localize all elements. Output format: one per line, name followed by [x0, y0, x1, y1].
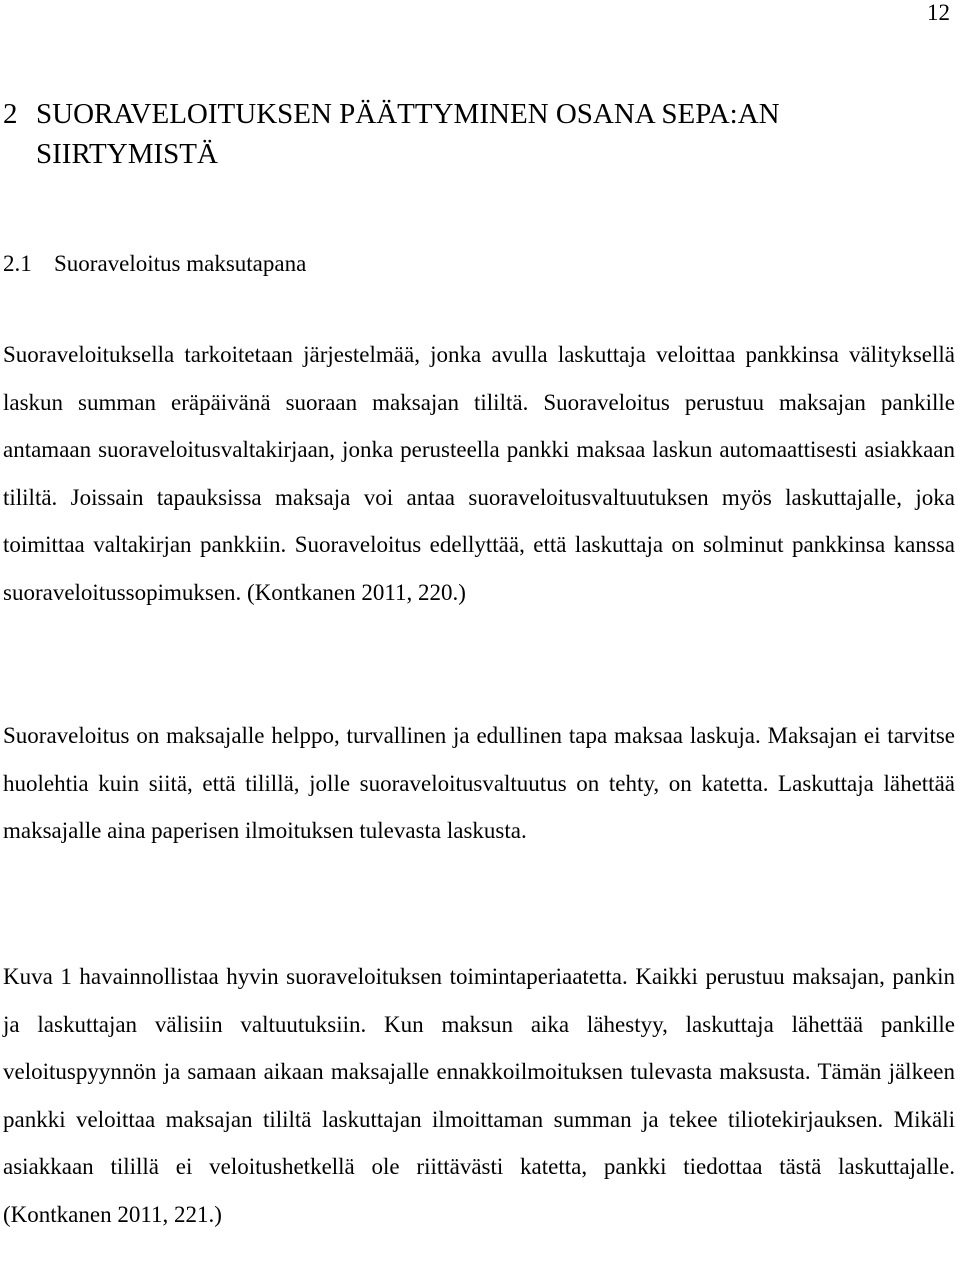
body-paragraph-1: Suoraveloituksella tarkoitetaan järjestelmää, jonka avulla laskuttaja veloittaa pankkinsa välityksellä laskun summan eräpäivänä suoraan maksajan tililtä. Suoraveloitus perustuu maksajan pankille antamaan suoraveloitusvaltakirjaan, jonka perusteella pankki maksaa laskun automaattisesti asiakkaan tililtä. Joissain tapauksissa maksaja voi antaa suoraveloitusvaltuutuksen myös laskuttajalle, joka toimittaa valtakirjan pankkiin. Suoraveloitus edellyttää, että laskuttaja on solminut pankkinsa kanssa suoraveloitussopimuksen. (Kontkanen 2011, 220.)	[3, 342, 955, 605]
section-number: 2.1	[3, 251, 32, 276]
chapter-title: SUORAVELOITUKSEN PÄÄTTYMINEN OSANA SEPA:AN SIIRTYMISTÄ	[36, 98, 780, 170]
page-number: 12	[927, 0, 950, 25]
section-heading	[3, 249, 306, 279]
chapter-heading	[3, 94, 903, 174]
chapter-number: 2	[3, 98, 18, 130]
body-paragraph-2: Suoraveloitus on maksajalle helppo, turvallinen ja edullinen tapa maksaa laskuja. Maksajan ei tarvitse huolehtia kuin siitä, että tilillä, jolle suoraveloitusvaltuutus on tehty, on katetta. Laskuttaja lähettää maksajalle aina paperisen ilmoituksen tulevasta laskusta.	[3, 723, 955, 843]
section-title: Suoraveloitus maksutapana	[54, 251, 307, 276]
body-paragraph-3: Kuva 1 havainnollistaa hyvin suoraveloituksen toimintaperiaatetta. Kaikki perustuu maksajan, pankin ja laskuttajan välisiin valtuutuksiin. Kun maksun aika lähestyy, laskuttaja lähettää pankille veloituspyynnön ja samaan aikaan maksajalle ennakkoilmoituksen tulevasta maksusta. Tämän jälkeen pankki veloittaa maksajan tililtä laskuttajan ilmoittaman summan ja tekee tiliotekirjauksen. Mikäli asiakkaan tilillä ei veloitushetkellä ole riittävästi katetta, pankki tiedottaa tästä laskuttajalle. (Kontkanen 2011, 221.)	[3, 964, 955, 1227]
